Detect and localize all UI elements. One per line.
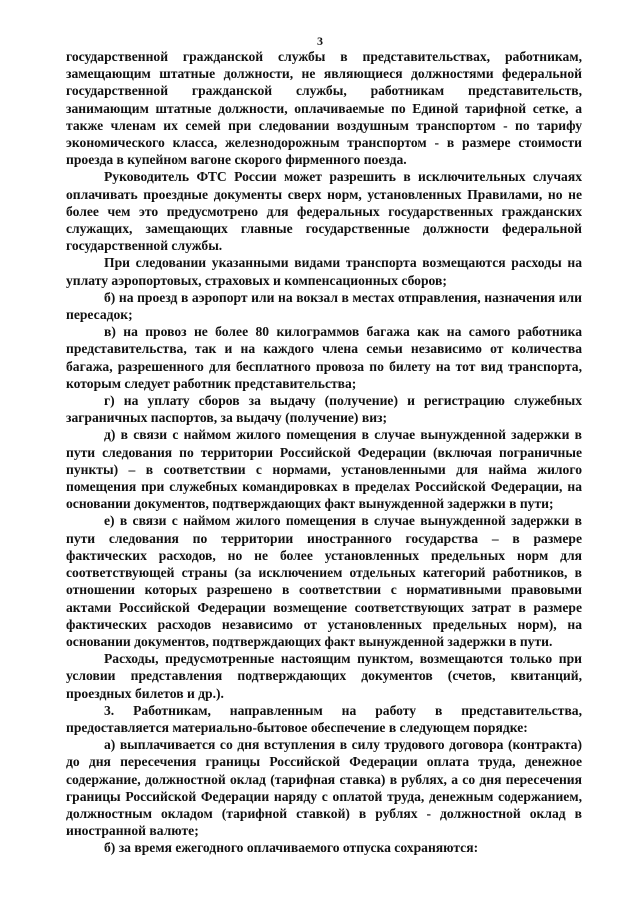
- page-number: 3: [317, 34, 323, 48]
- paragraph-expense-conditions: Расходы, предусмотренные настоящим пунктом, возмещаются только при условии представления подтверждающих документов (счетов, квитанций, проездных билетов и др.).: [66, 651, 582, 701]
- paragraph-item-b-vacation: б) за время ежегодного оплачиваемого отпуска сохраняются:: [104, 840, 479, 856]
- paragraph-continuation: государственной гражданской службы в представительствах, работникам, замещающим штатные должности, не являющиеся должностями федеральной государственной гражданской службы, работникам представительств, занимающим штатные должности, оплачиваемые по Единой тарифной сетке, а также членам их семей при следовании воздушным транспортом - по тарифу экономического класса, железнодорожным транспортом - в размере стоимости проезда в купейном вагоне скорого фирменного поезда.: [66, 49, 582, 168]
- paragraph-item-d: д) в связи с наймом жилого помещения в случае вынужденной задержки в пути следования по территории Российской Федерации (включая пограничные пункты) – в соответствии с нормами, установленными для найма жилого помещения при служебных командировках в пределах Российской Федерации, на основании документов, подтверждающих факт вынужденной задержки в пути;: [66, 427, 582, 512]
- paragraph-fts-permission: Руководитель ФТС России может разрешить в исключительных случаях оплачивать проездные документы сверх норм, установленных Правилами, но не более чем это предусмотрено для федеральных государственных гражданских служащих, замещающих главные государственные должности федеральной государственной службы.: [66, 169, 582, 254]
- paragraph-item-a: а) выплачивается со дня вступления в силу трудового договора (контракта) до дня пересечения границы Российской Федерации оплата труда, денежное содержание, должностной оклад (тарифная ставка) в рублях, а со дня пересечения границы Российской Федерации наряду с оплатой труда, денежным содержанием, должностным окладом (тарифной ставкой) в рублях - должностной оклад в иностранной валюте;: [66, 737, 582, 839]
- paragraph-section-3: 3. Работникам, направленным на работу в представительства, предоставляется материально-бытовое обеспечение в следующем порядке:: [66, 702, 582, 735]
- paragraph-item-e: е) в связи с наймом жилого помещения в случае вынужденной задержки в пути следования по территории иностранного государства – в размере фактических расходов, но не более установленных предельных норм для соответствующей страны (за исключением отдельных категорий работников, в отношении которых разрешено в соответствии с нормативными правовыми актами Российской Федерации возмещение соответствующих затрат в размере фактических расходов независимо от установленных предельных норм), на основании документов, подтверждающих факт вынужденной задержки в пути.: [66, 513, 582, 649]
- paragraph-item-v: в) на провоз не более 80 килограммов багажа как на самого работника представительства, так и на каждого члена семьи независимо от количества багажа, разрешенного для бесплатного провоза по билету на тот вид транспорта, которым следует работник представительства;: [66, 324, 582, 391]
- document-body: [66, 48, 582, 857]
- paragraph-item-g: г) на уплату сборов за выдачу (получение) и регистрацию служебных заграничных паспортов, за выдачу (получение) виз;: [66, 393, 582, 426]
- paragraph-item-b: б) на проезд в аэропорт или на вокзал в местах отправления, назначения или пересадок;: [66, 289, 582, 323]
- paragraph-transport-expenses: При следовании указанными видами транспорта возмещаются расходы на уплату аэропортовых, страховых и компенсационных сборов;: [66, 255, 582, 288]
